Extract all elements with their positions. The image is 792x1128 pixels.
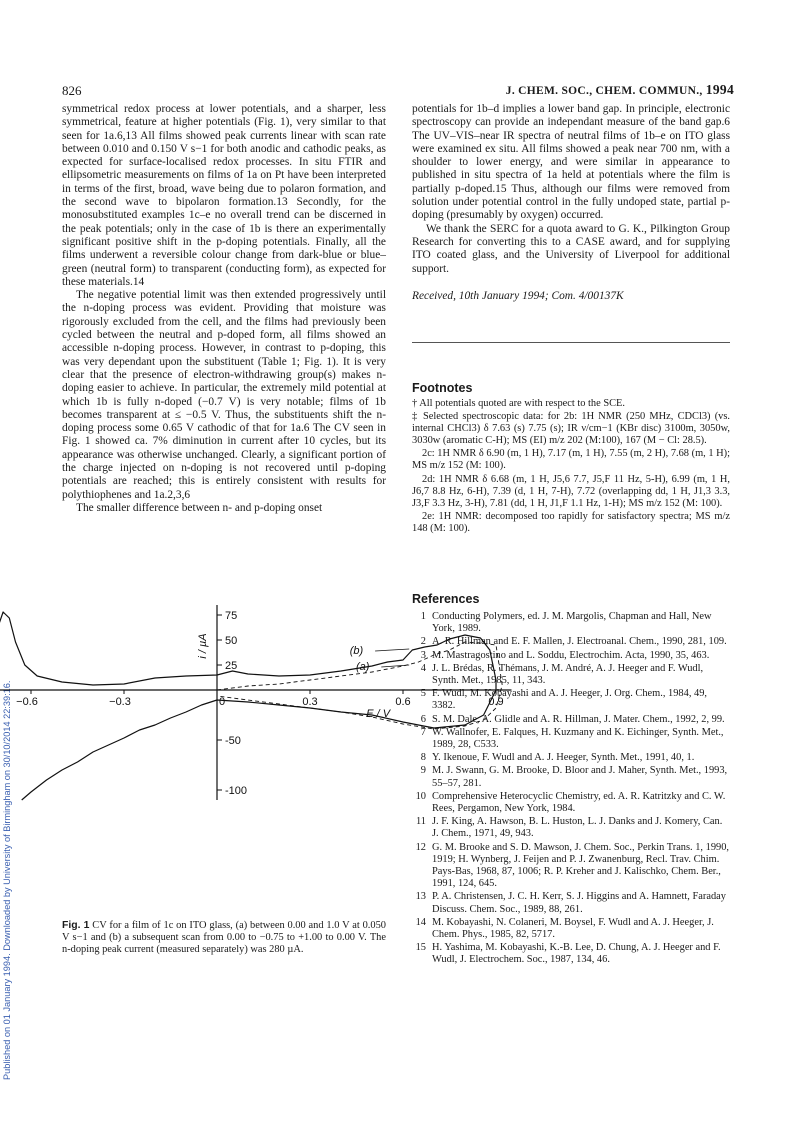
curve-leader-a <box>381 665 409 667</box>
y-tick-label: 75 <box>225 610 238 622</box>
reference-number: 15 <box>415 942 426 954</box>
reference-number: 9 <box>420 765 426 777</box>
reference-item <box>412 917 730 941</box>
reference-text: M. Mastragostino and L. Soddu, Electrochim. Acta, 1990, 35, 463. <box>432 649 710 661</box>
figure-caption <box>62 920 386 957</box>
download-notice-sidebar <box>2 80 16 1080</box>
reference-text: A. R. Hillman and E. F. Mallen, J. Electroanal. Chem., 1990, 281, 109. <box>432 636 727 648</box>
reference-number: 6 <box>420 713 426 725</box>
reference-item <box>412 727 730 751</box>
y-tick-label: 50 <box>225 635 238 647</box>
reference-text: P. A. Christensen, J. C. H. Kerr, S. J. Higgins and A. Hamnett, Faraday Discuss. Chem. Soc., 1989, 88, 261. <box>432 891 726 915</box>
reference-item <box>412 816 730 840</box>
reference-number: 7 <box>420 726 426 738</box>
reference-item <box>412 714 730 726</box>
footnote-4: 2d: 1H NMR δ 6.68 (m, 1 H, J5,6 7.7, J5,F 11 Hz, 5-H), 6.99 (m, 1 H, J6,7 8.8 Hz, 6-H), 7.39 (d, 1 H, 7-H), 7.72 (overlapping dd, 1 H, J1,3 3.3, J3,F 3.3 Hz, 3-H), 7.81 (dd, 1 H, J1,F 1.1 Hz, 1-H); MS m/z 152 (M: 100). <box>412 473 730 509</box>
y-tick-label: -50 <box>225 735 241 747</box>
reference-text: Conducting Polymers, ed. J. M. Margolis, Chapman and Hall, New York, 1989. <box>432 611 712 635</box>
left-paragraph-2: The negative potential limit was then extended progressively until the n-doping process was evident. Providing that moisture was rigorously excluded from the cell, and the films had previously been cycled between the neutral and p-doped form, all films showed an accessible n-doping process. However, in contrast to p-doping, this was very dependant upon the substituent (Table 1; Fig. 1). It is very clear that the presence of electron-withdrawing group(s) makes n-doping easier to achieve. In particular, the extremely mild potential at which 1b is fully n-doped (−0.7 V) is very notable; films of 1b becomes transparent at ≤ −0.5 V. Thus, the substituents shift the n-doping process some 0.65 V cathodic of that for 1a.6 The CV seen in Fig. 1 showed ca. 7% diminution in current after 10 cycles, but its appearance was otherwise unchanged. Clearly, a significant portion of the charge injected on n-doping is not recovered until p-doping potentials are reached; this is entirely consistent with results for polythiophenes and 1a.2,3,6 <box>62 289 386 501</box>
right-column <box>412 103 730 303</box>
reference-text: F. Wudl, M. Kobayashi and A. J. Heeger, J. Org. Chem., 1984, 49, 3382. <box>432 688 708 712</box>
left-paragraph-1: symmetrical redox process at lower potentials, and a sharper, less symmetrical, feature at higher potentials (Fig. 1), very similar to that seen for 1a.6,13 All films showed peak currents linear with scan rate between 0.010 and 0.150 V s−1 for both anodic and cathodic peaks, as expected for surface-localised redox processes. In situ FTIR and ellipsometric measurements on films of 1a on Pt have been interpreted in terms of the first, broad, wave being due to polaron formation, and the second wave to bipolaron formation.13 Secondly, for the monosubstituted examples 1c–e no overall trend can be discerned in the peak potentials; only in the case of 1b is there an experimentally significant positive shift in the p-doping potentials. Finally, all the films underwent a reversible colour change from dark-blue or blue–green (neutral form) to transparent (conducting form), as expected for these materials.14 <box>62 103 386 288</box>
x-tick-label: 0.3 <box>302 696 318 708</box>
footnotes-heading: Footnotes <box>412 381 473 395</box>
journal-year: 1994 <box>705 82 734 97</box>
reference-number: 2 <box>420 636 426 648</box>
reference-item <box>412 942 730 966</box>
y-tick-label: -100 <box>225 785 248 797</box>
left-paragraph-3: The smaller difference between n- and p-doping onset <box>76 501 323 514</box>
references-heading: References <box>412 592 480 606</box>
footnote-5: 2e: 1H NMR: decomposed too rapidly for satisfactory spectra; MS m/z 148 (M: 100). <box>412 510 730 534</box>
reference-text: J. L. Brédas, R. Thémans, J. M. André, A. J. Heeger and F. Wudl, Synth. Met., 1985, 11, 343. <box>432 662 704 687</box>
reference-item <box>412 688 730 712</box>
section-divider <box>412 342 730 343</box>
curve-label-a: (a) <box>355 661 370 673</box>
reference-text: W. Wallnofer, E. Falques, H. Kuzmany and K. Eichinger, Synth. Met., 1989, 28, C533. <box>432 726 724 751</box>
reference-item <box>412 611 730 635</box>
journal-header <box>506 82 734 98</box>
reference-text: S. M. Dale, A. Glidle and A. R. Hillman, J. Mater. Chem., 1992, 2, 99. <box>432 713 725 725</box>
reference-item <box>412 752 730 764</box>
reference-number: 13 <box>415 891 426 903</box>
right-paragraph-1: potentials for 1b–d implies a lower band gap. In principle, electronic spectroscopy can provide an independant measure of the band gap.6 The UV–VIS–near IR spectra of neutral films of 1b–e on ITO glass were examined ex situ. All films showed a peak near 700 nm, with a shoulder to lower energy, and were similar in appearance to published in situ spectra of 1a held at potentials where the film is partially p-doped.15 Thus, although our films were removed from solution under potential control in the fully undoped state, partial p-doping (presumably by oxygen) occurred. <box>412 103 730 222</box>
reference-item <box>412 636 730 648</box>
reference-number: 4 <box>420 662 426 674</box>
reference-text: Y. Ikenoue, F. Wudl and A. J. Heeger, Synth. Met., 1991, 40, 1. <box>432 752 695 764</box>
x-tick-label: −0.6 <box>16 696 38 708</box>
reference-item <box>412 650 730 662</box>
y-axis-label: i / µA <box>197 633 209 659</box>
curve-label-b: (b) <box>349 645 364 657</box>
left-column <box>62 103 386 515</box>
x-tick-label: 0 <box>219 696 226 708</box>
journal-name: J. CHEM. SOC., CHEM. COMMUN., <box>505 85 703 97</box>
reference-number: 3 <box>420 649 426 661</box>
reference-number: 1 <box>420 611 426 622</box>
footnote-2: ‡ Selected spectroscopic data: for 2b: 1H NMR (250 MHz, CDCl3) (vs. internal CHCl3) δ 7.63 (s) 7.75 (s); IR ν/cm−1 (KBr disc) 3100m, 3050w, 3030w (aromatic C-H); MS (EI) m/z 202 (M:100), 167 (M − Cl: 28.5). <box>412 411 730 447</box>
reference-text: M. Kobayashi, N. Colaneri, M. Boysel, F. Wudl and A. J. Heeger, J. Chem. Phys., 1985, 82, 5717. <box>432 916 714 941</box>
x-axis-label: E / V <box>366 708 391 720</box>
reference-item <box>412 891 730 915</box>
acknowledgements: We thank the SERC for a quota award to G. K., Pilkington Group Research for converting this to a CASE award, and for supplying ITO coated glass, and the University of Liverpool for additional support. <box>412 222 730 275</box>
y-tick-label: 25 <box>225 660 238 672</box>
reference-item <box>412 765 730 789</box>
figure-caption-label: Fig. 1 <box>62 920 90 931</box>
footnote-1: † All potentials quoted are with respect to the SCE. <box>412 398 625 409</box>
reference-item <box>412 842 730 891</box>
received-line: Received, 10th January 1994; Com. 4/00137K <box>412 289 624 302</box>
download-notice-text: Published on 01 January 1994. Downloaded by University of Birmingham on 30/10/2014 22:39:16. <box>2 680 12 1080</box>
reference-number: 14 <box>415 916 426 928</box>
curve-leader-b <box>375 649 409 651</box>
reference-number: 10 <box>415 790 426 802</box>
figure-caption-text: CV for a film of 1c on ITO glass, (a) between 0.00 and 1.0 V at 0.050 V s−1 and (b) a subsequent scan from 0.00 to −0.75 to +1.00 to 0.00 V. The n-doping peak current (measured separately) was 280 µA. <box>62 920 386 956</box>
page-number: 826 <box>62 83 82 98</box>
reference-text: G. M. Brooke and S. D. Mawson, J. Chem. Soc., Perkin Trans. 1, 1990, 1919; H. Wynberg, J. Feijen and P. J. Zwanenburg, Recl. Trav. Chim. Pays-Bas, 1968, 87, 1006; R. P. Kreher and J. Kalischko, Chem. Ber., 1991, 124, 645. <box>432 841 730 890</box>
reference-number: 12 <box>415 841 426 853</box>
reference-item <box>412 791 730 815</box>
footnote-3: 2c: 1H NMR δ 6.90 (m, 1 H), 7.17 (m, 1 H), 7.55 (m, 2 H), 7.68 (m, 1 H); MS m/z 152 (M: 100). <box>412 448 730 472</box>
reference-item <box>412 663 730 687</box>
reference-number: 8 <box>420 752 426 764</box>
reference-number: 5 <box>420 688 426 700</box>
reference-text: Comprehensive Heterocyclic Chemistry, ed. A. R. Katritzky and C. W. Rees, Pergamon, New York, 1984. <box>432 790 726 815</box>
reference-text: J. F. King, A. Hawson, B. L. Huston, L. J. Danks and J. Komery, Can. J. Chem., 1971, 49, 943. <box>432 816 723 840</box>
reference-number: 11 <box>415 816 426 828</box>
reference-text: H. Yashima, M. Kobayashi, K.-B. Lee, D. Chung, A. J. Heeger and F. Wudl, J. Electrochem. Soc., 1987, 134, 46. <box>432 942 721 966</box>
x-tick-label: 0.9 <box>488 696 504 708</box>
x-tick-label: −0.3 <box>109 696 131 708</box>
x-tick-label: 0.6 <box>395 696 411 708</box>
reference-text: M. J. Swann, G. M. Brooke, D. Bloor and J. Maher, Synth. Met., 1993, 55–57, 281. <box>432 765 728 789</box>
footnotes <box>412 398 730 536</box>
references-list <box>412 611 730 968</box>
